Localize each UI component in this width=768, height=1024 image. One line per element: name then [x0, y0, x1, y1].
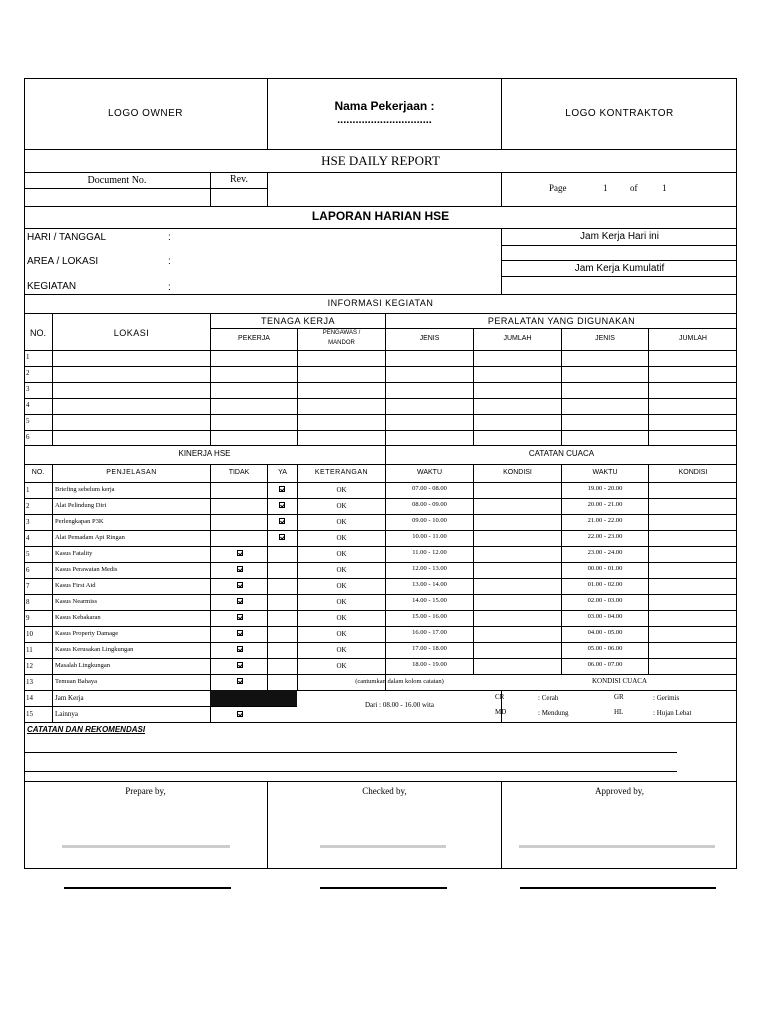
hse-performance-title: KINERJA HSE: [178, 449, 231, 458]
prepared-by-signature-line[interactable]: [64, 887, 231, 889]
time-header-1: WAKTU: [416, 469, 443, 476]
equipment-amount-header-1: JUMLAH: [503, 335, 532, 342]
perf-row-no: 1: [26, 486, 30, 494]
weather-time-2: 20.00 - 21.00: [587, 501, 623, 508]
table-row-divider: [24, 658, 737, 659]
perf-row-remarks: OK: [336, 550, 347, 558]
approved-by-signature-line[interactable]: [520, 887, 716, 889]
row14-desc: Jam Kerja: [55, 694, 84, 702]
table-row-divider: [24, 430, 737, 431]
activity-row-no: 6: [26, 433, 30, 441]
perf-row-remarks: OK: [336, 662, 347, 670]
table-row-divider: [24, 578, 737, 579]
area-location-colon: :: [168, 256, 171, 267]
perf-row-no: 8: [26, 598, 30, 606]
day-date-label: HARI / TANGGAL: [27, 232, 107, 243]
perf-row-remarks: OK: [336, 630, 347, 638]
weather-time-1: 09.00 - 10.00: [412, 517, 447, 524]
tidak-checkbox-icon[interactable]: [237, 550, 243, 556]
weather-time-2: 01.00 - 02.00: [587, 581, 623, 588]
row15-desc: Lainnya: [55, 710, 78, 718]
perf-row-no: 9: [26, 614, 30, 622]
location-header: LOKASI: [113, 328, 150, 338]
perf-no-header: NO.: [31, 469, 45, 476]
weather-time-2: 03.00 - 04.00: [587, 613, 623, 620]
perf-row-remarks: OK: [336, 534, 347, 542]
activity-colon: :: [168, 282, 171, 293]
weather-time-1: 14.00 - 15.00: [412, 597, 447, 604]
tidak-checkbox-icon[interactable]: [237, 598, 243, 604]
supervisor-header-line1: PENGAWAS /: [322, 330, 361, 336]
weather-time-1: 10.00 - 11.00: [412, 533, 447, 540]
page-label: Page: [549, 183, 567, 193]
activity-label: KEGIATAN: [27, 281, 77, 292]
perf-row-no: 2: [26, 502, 30, 510]
logo-owner: LOGO OWNER: [107, 108, 183, 119]
perf-row-description: Kasus Fatality: [55, 550, 93, 557]
perf-row-no: 7: [26, 582, 30, 590]
description-header: PENJELASAN: [106, 469, 157, 476]
weather-time-1: 13.00 - 14.00: [412, 581, 447, 588]
weather-notes-title: CATATAN CUACA: [528, 449, 595, 458]
perf-row-no: 6: [26, 566, 30, 574]
time-header-2: WAKTU: [592, 469, 618, 476]
equipment-header: PERALATAN YANG DIGUNAKAN: [487, 316, 636, 326]
equipment-type-header-1: JENIS: [419, 335, 440, 342]
activity-section-title: INFORMASI KEGIATAN: [327, 298, 434, 308]
weather-time-2: 00.00 - 01.00: [587, 565, 623, 572]
equipment-type-header-2: JENIS: [595, 335, 615, 342]
perf-row-description: Kasus Kebakaran: [55, 614, 101, 621]
weather-time-1: 11.00 - 12.00: [412, 549, 447, 556]
perf-row-description: Kasus Property Damage: [55, 630, 119, 637]
perf-row-no: 4: [26, 534, 30, 542]
weather-time-1: 12.00 - 13.00: [412, 565, 447, 572]
perf-row-remarks: OK: [336, 518, 347, 526]
legend-code-cr: CR: [495, 693, 505, 701]
legend-code-hl: HL: [614, 708, 624, 716]
perf-row-description: Kasus Kerusakan Lingkungan: [55, 646, 134, 653]
prepared-by-label: Prepare by,: [125, 786, 166, 796]
yes-column-header: YA: [278, 469, 287, 476]
work-hours-today-label: Jam Kerja Hari ini: [580, 231, 659, 242]
table-row-divider: [24, 562, 737, 563]
table-row-divider: [24, 674, 737, 675]
checked-by-label: Checked by,: [362, 786, 407, 796]
perf-row-no: 3: [26, 518, 30, 526]
worker-header: PEKERJA: [238, 335, 270, 342]
equipment-amount-header-2: JUMLAH: [678, 335, 707, 342]
work-hours-range: Dari : 08.00 - 16.00 wita: [364, 701, 434, 709]
perf-row-description: Alat Pelindung Diri: [55, 502, 107, 509]
perf-row-description: Masalah Lingkungan: [55, 662, 111, 669]
table-row-divider: [24, 610, 737, 611]
legend-label-gr: : Gerimis: [653, 694, 680, 702]
table-row-divider: [24, 594, 737, 595]
page-number: 1: [603, 183, 608, 193]
notes-title: CATATAN DAN REKOMENDASI: [27, 725, 146, 734]
perf-row-remarks: OK: [336, 646, 347, 654]
notes-line[interactable]: [24, 771, 677, 772]
blacked-out-cell: [210, 690, 297, 706]
table-row-divider: [24, 626, 737, 627]
tidak-checkbox-icon[interactable]: [237, 678, 243, 684]
checked-by-signature-placeholder[interactable]: [320, 845, 446, 848]
tidak-checkbox-icon[interactable]: [237, 614, 243, 620]
perf-row-description: Perlengkapan P3K: [55, 518, 104, 525]
perf-row-description: Kasus Perawatan Medis: [55, 566, 118, 573]
page-of-label: of: [630, 183, 638, 193]
weather-time-1: 16.00 - 17.00: [412, 629, 447, 636]
perf-row-description: Kasus Nearmiss: [55, 598, 98, 605]
ya-checkbox-icon[interactable]: [279, 518, 285, 524]
prepared-by-signature-placeholder[interactable]: [62, 845, 230, 848]
weather-time-2: 19.00 - 20.00: [587, 485, 623, 492]
row15-no: 15: [26, 710, 33, 718]
page-total: 1: [662, 183, 667, 193]
perf-row-no: 11: [26, 646, 33, 654]
ya-checkbox-icon[interactable]: [279, 486, 285, 492]
report-title: HSE DAILY REPORT: [321, 153, 440, 168]
perf-row-description: Kasus First Aid: [55, 582, 96, 589]
activity-row-no: 2: [26, 369, 30, 377]
logo-contractor: LOGO KONTRAKTOR: [565, 108, 674, 119]
weather-time-1: 15.00 - 16.00: [412, 613, 447, 620]
table-row-divider: [24, 530, 737, 531]
legend-code-md: MD: [495, 708, 507, 716]
table-row-divider: [24, 498, 737, 499]
legend-label-md: : Mendung: [538, 709, 569, 717]
table-row-divider: [24, 414, 737, 415]
project-name-value[interactable]: ...............................: [337, 114, 432, 126]
perf-row-remarks: OK: [336, 566, 347, 574]
activity-row-no: 4: [26, 401, 30, 409]
perf-row-description: Temuan Bahaya: [55, 678, 97, 685]
tidak-checkbox-icon[interactable]: [237, 646, 243, 652]
area-location-label: AREA / LOKASI: [27, 256, 99, 267]
perf-row-no: 13: [26, 678, 33, 686]
workforce-header: TENAGA KERJA: [260, 316, 336, 326]
legend-code-gr: GR: [614, 693, 624, 701]
perf-row-remarks: OK: [336, 614, 347, 622]
tidak-checkbox-icon[interactable]: [237, 582, 243, 588]
perf-row-no: 10: [26, 630, 33, 638]
project-name-label: Nama Pekerjaan :: [334, 99, 435, 113]
hse-report-form: [24, 78, 737, 868]
day-date-colon: :: [168, 232, 171, 243]
weather-time-1: 18.00 - 19.00: [412, 661, 447, 668]
perf-row-description: Briefing sebelum kerja: [55, 486, 115, 493]
activity-row-no: 1: [26, 353, 30, 361]
table-row-divider: [24, 366, 737, 367]
approved-by-signature-placeholder[interactable]: [519, 845, 715, 848]
perf-row-description: Alat Pemadam Api Ringan: [55, 534, 125, 541]
weather-time-2: 22.00 - 23.00: [587, 533, 623, 540]
tidak-checkbox-icon[interactable]: [237, 662, 243, 668]
tidak-checkbox-icon[interactable]: [237, 630, 243, 636]
weather-time-1: 17.00 - 18.00: [412, 645, 447, 652]
weather-time-2: 06.00 - 07.00: [587, 661, 623, 668]
weather-time-1: 07.00 - 08.00: [412, 485, 447, 492]
document-no-label: Document No.: [87, 175, 147, 186]
weather-time-1: 08.00 - 09.00: [412, 501, 447, 508]
table-row-divider: [24, 546, 737, 547]
legend-label-cr: : Cerah: [538, 694, 559, 702]
supervisor-header-line2: MANDOR: [328, 340, 355, 346]
row14-no: 14: [26, 694, 33, 702]
row13-note: (cantumkan dalam kolom catatan): [355, 678, 444, 685]
weather-legend-title: KONDISI CUACA: [591, 677, 648, 685]
weather-time-2: 05.00 - 06.00: [587, 645, 623, 652]
condition-header-1: KONDISI: [503, 469, 532, 476]
table-row-divider: [24, 514, 737, 515]
tidak-checkbox-icon[interactable]: [237, 566, 243, 572]
table-row-divider: [24, 642, 737, 643]
perf-row-no: 12: [26, 662, 33, 670]
weather-time-2: 23.00 - 24.00: [587, 549, 623, 556]
no-column-header: TIDAK: [228, 469, 250, 476]
activity-no-header: NO.: [29, 328, 46, 338]
condition-header-2: KONDISI: [678, 469, 708, 476]
approved-by-label: Approved by,: [595, 786, 644, 796]
perf-row-remarks: OK: [336, 502, 347, 510]
ya-checkbox-icon[interactable]: [279, 534, 285, 540]
activity-row-no: 3: [26, 385, 30, 393]
perf-row-remarks: OK: [336, 486, 347, 494]
weather-time-2: 02.00 - 03.00: [587, 597, 623, 604]
checked-by-signature-line[interactable]: [320, 887, 447, 889]
perf-row-no: 5: [26, 550, 30, 558]
ya-checkbox-icon[interactable]: [279, 502, 285, 508]
work-hours-cumulative-label: Jam Kerja Kumulatif: [574, 263, 665, 274]
table-row-divider: [24, 398, 737, 399]
row15-tidak-checkbox-icon[interactable]: [237, 711, 243, 717]
notes-line[interactable]: [24, 752, 677, 753]
legend-label-hl: : Hujan Lebat: [653, 709, 692, 717]
remarks-header: KETERANGAN: [314, 469, 369, 476]
perf-row-remarks: OK: [336, 598, 347, 606]
report-subtitle: LAPORAN HARIAN HSE: [311, 209, 450, 223]
weather-time-2: 21.00 - 22.00: [587, 517, 623, 524]
perf-row-remarks: OK: [336, 582, 347, 590]
weather-time-2: 04.00 - 05.00: [587, 629, 623, 636]
rev-label: Rev.: [230, 174, 248, 185]
table-row-divider: [24, 382, 737, 383]
activity-row-no: 5: [26, 417, 30, 425]
